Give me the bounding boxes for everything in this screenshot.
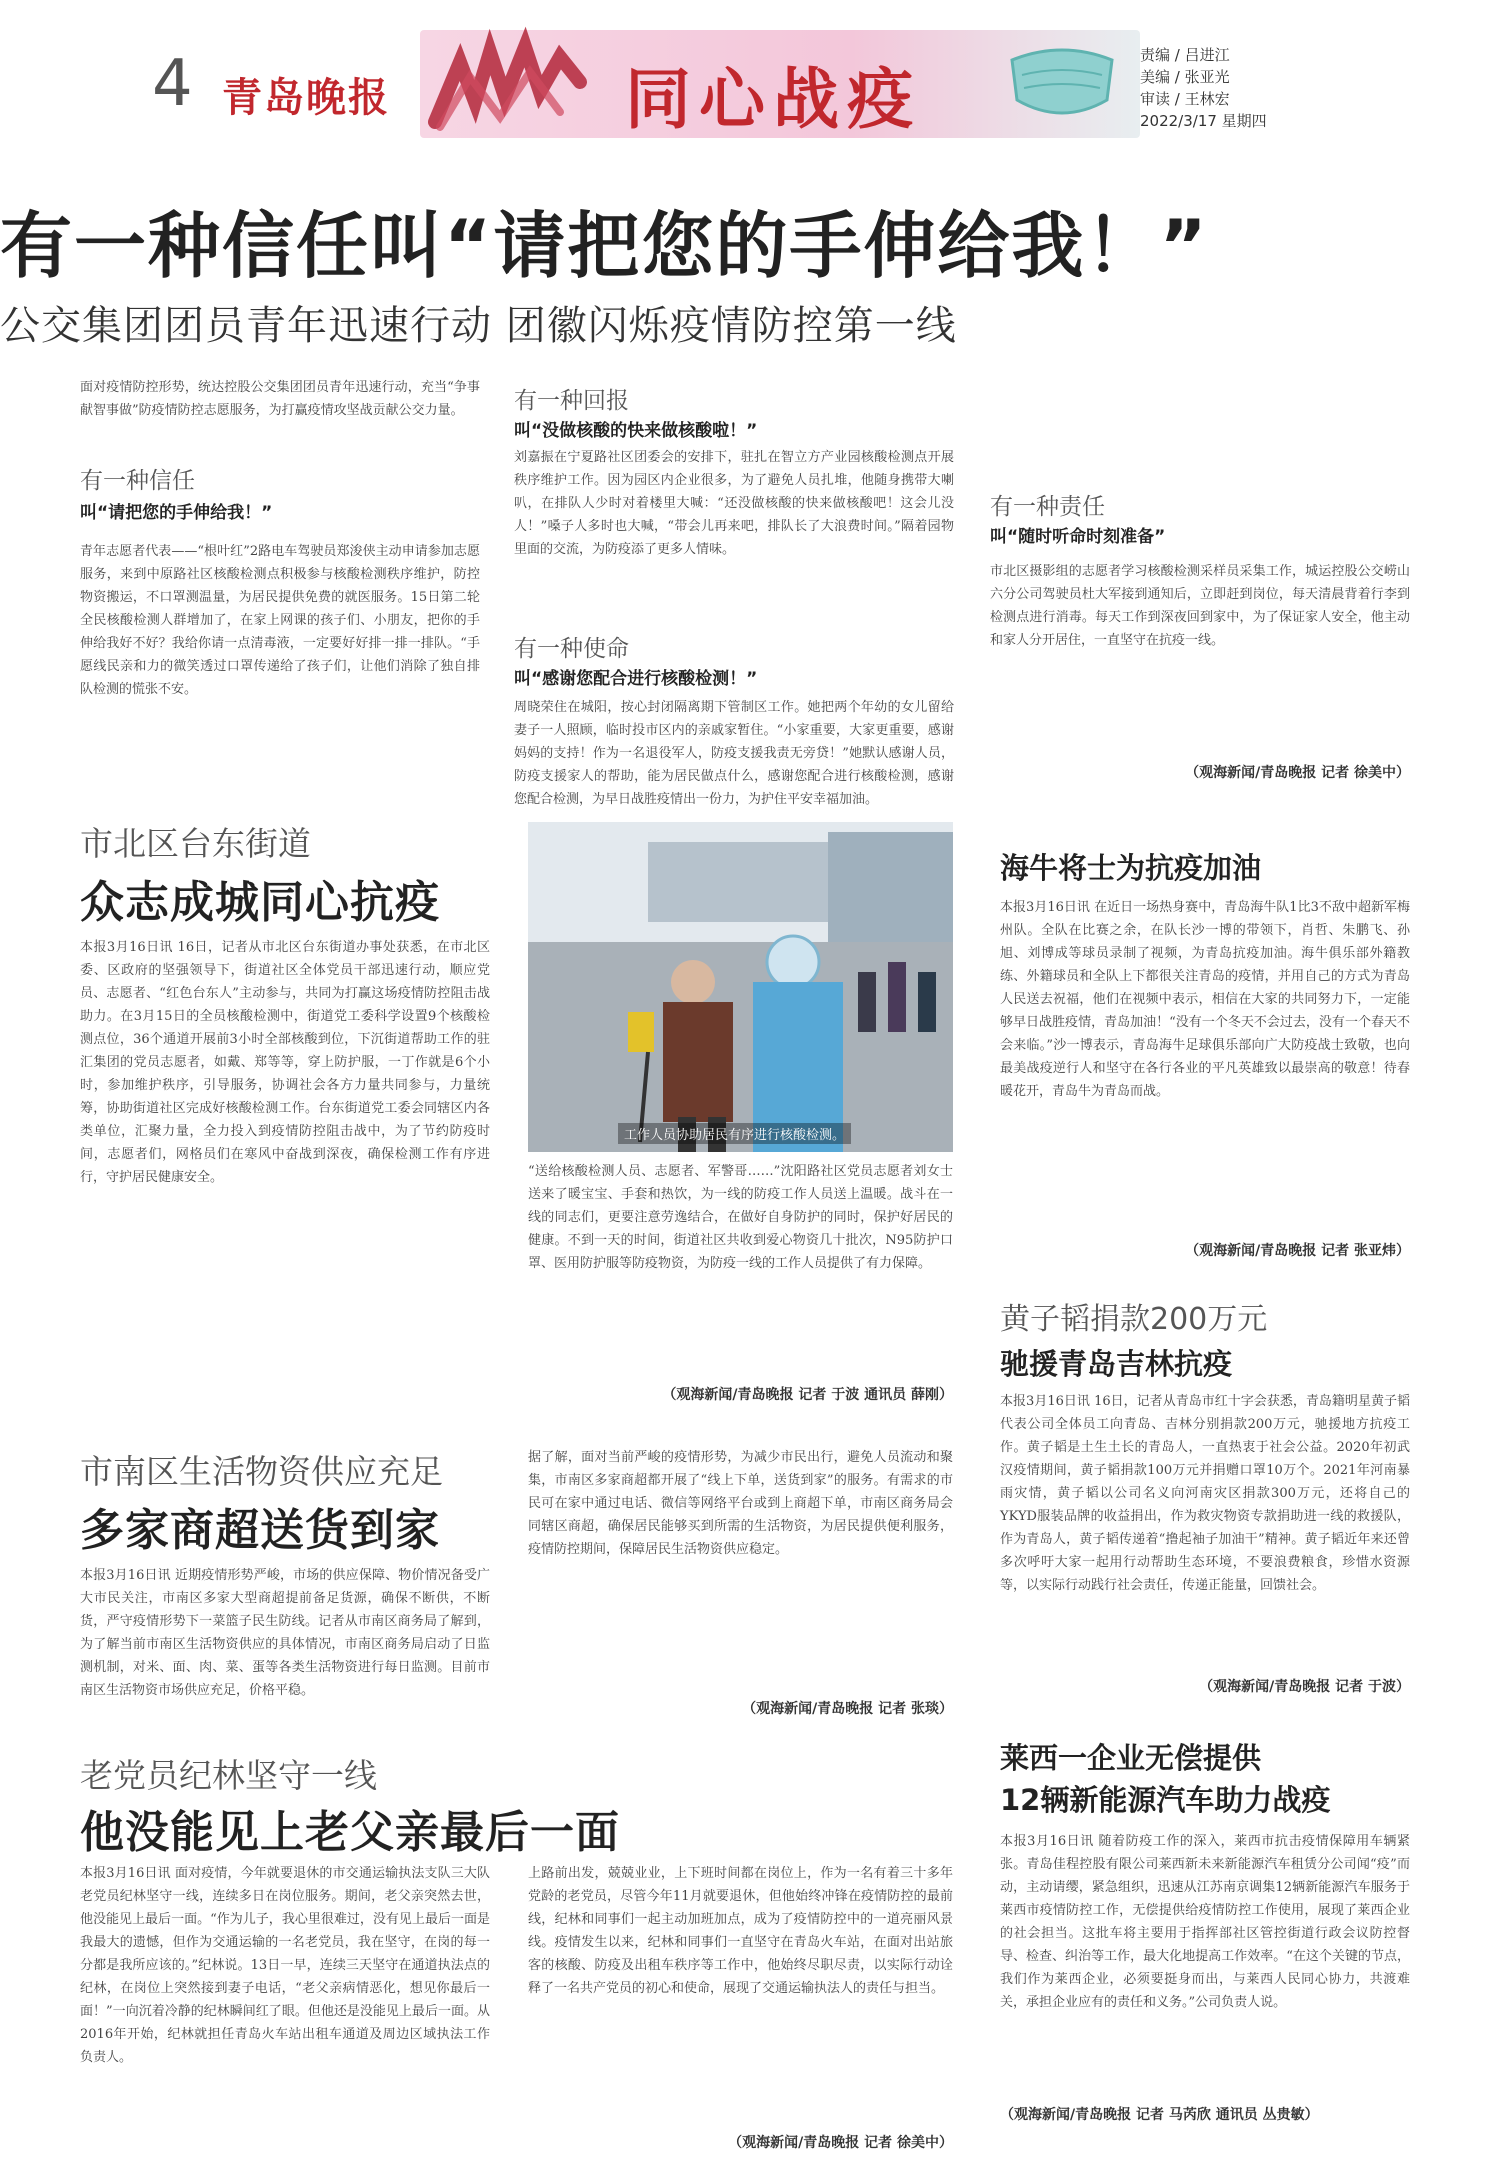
newspaper-name: 青岛晚报 bbox=[222, 74, 390, 121]
lead-s4-body: 市北区摄影组的志愿者学习核酸检测采样员采集工作，城运控股公交崂山六分公司驾驶员杜大军接到通知后，立即赶到岗位，每天清晨背着行李到检测点进行消毒。每天工作到深夜回到家中，为了保证家人安全，他主动和家人分开居住，一直坚守在抗疫一线。 bbox=[990, 564, 1410, 648]
taidong-title: 众志成城同心抗疫 bbox=[80, 877, 440, 928]
lead-s1-kicker: 有一种信任 bbox=[80, 468, 195, 494]
shinan-body-2: 据了解，面对当前严峻的疫情形势，为减少市民出行，避免人员流动和聚集，市南区多家商超都开展了“线上下单，送货到家”的服务。有需求的市民可在家中通过电话、微信等网络平台或到上商超下单，市南区商务局会同辖区商超，确保居民能够买到所需的生活物资，为居民提供便利服务，疫情防控期间，保障居民生活物资供应稳定。 bbox=[528, 1450, 953, 1557]
face-mask-icon bbox=[1002, 40, 1122, 126]
lead-s1-body: 青年志愿者代表——“根叶红”2路电车驾驶员郑浚侠主动申请参加志愿服务，来到中原路社区核酸检测点积极参与核酸检测秩序维护，防控物资搬运，不口罩测温量，为居民提供免费的就医服务。15日第二轮全民核酸检测人群增加了，在家上网课的孩子们、小朋友，把你的手伸给我好不好？我给你请一点清毒液，一定要好好排一排一排队。“手愿线民亲和力的微笑透过口罩传递给了孩子们，让他们消除了独自排队检测的慌张不安。 bbox=[80, 544, 480, 697]
banner-title: 同心战疫 bbox=[625, 60, 921, 138]
shinan-title: 多家商超送货到家 bbox=[80, 1505, 440, 1556]
shinan-kicker: 市南区生活物资供应充足 bbox=[80, 1452, 443, 1491]
jilin-body-1: 本报3月16日讯 面对疫情，今年就要退休的市交通运输执法支队三大队老党员纪林坚守一线，连续多日在岗位服务。期间，老父亲突然去世，他没能见上最后一面。“作为儿子，我心里很难过，没有见上最后一面是我最大的遗憾，但作为交通运输的一名老党员，我在坚守，在岗的每一分都是我所应该的。”纪林说。13日一早，连续三天坚守在通道执法点的纪林，在岗位上突然接到妻子电话，“老父亲病情恶化，想见你最后一面！”一向沉着冷静的纪林瞬间红了眼。但他还是没能见上最后一面。从2016年开始，纪林就担任青岛火车站出租车通道及周边区域执法工作负责人。 bbox=[80, 1866, 490, 2065]
laixi-byline: （观海新闻/青岛晚报 记者 马芮欣 通讯员 丛贵敏） bbox=[1000, 2107, 1319, 2123]
jilin-kicker: 老党员纪林坚守一线 bbox=[80, 1756, 377, 1795]
lead-intro: 面对疫情防控形势，统达控股公交集团团员青年迅速行动，充当“争事献智事做”防疫情防控志愿服务，为打赢疫情攻坚战贡献公交力量。 bbox=[80, 380, 480, 418]
huangzitao-byline: （观海新闻/青岛晚报 记者 于波） bbox=[1199, 1679, 1410, 1695]
laixi-title-line2: 12辆新能源汽车助力战疫 bbox=[1000, 1783, 1331, 1817]
brush-stroke-icon bbox=[430, 42, 600, 132]
hainiu-body: 本报3月16日讯 在近日一场热身赛中，青岛海牛队1比3不敌中超新军梅州队。全队在比赛之余，在队长沙一博的带领下，肖哲、朱鹏飞、孙旭、刘博成等球员录制了视频，为青岛抗疫加油。海牛俱乐部外籍教练、外籍球员和全队上下都很关注青岛的疫情，并用自己的方式为青岛人民送去祝福，他们在视频中表示，相信在大家的共同努力下，一定能够早日战胜疫情，青岛加油！“没有一个冬天不会过去，没有一个春天不会来临。”沙一博表示，青岛海牛足球俱乐部向广大防疫战士致敬，也向最美战疫逆行人和坚守在各行各业的平凡英雄致以最崇高的敬意！待春暖花开，青岛牛为青岛而战。 bbox=[1000, 900, 1410, 1099]
editor-credits bbox=[1140, 44, 1267, 132]
jilin-title: 他没能见上老父亲最后一面 bbox=[80, 1807, 620, 1858]
hainiu-title: 海牛将士为抗疫加油 bbox=[1000, 851, 1262, 885]
section-banner bbox=[420, 30, 1140, 138]
credit-reviewer: 审读 / 王林宏 bbox=[1140, 90, 1230, 108]
lead-s3-body: 周晓荣住在城阳，按心封闭隔离期下管制区工作。她把两个年幼的女儿留给妻子一人照顾，临时投市区内的亲戚家暂住。“小家重要，大家更重要，感谢妈妈的支持！作为一名退役军人，防疫支援我责无旁贷！”她默认感谢人员，防疫支援家人的帮助，能为居民做点什么，感谢您配合进行核酸检测，感谢您配合检测，为早日战胜疫情出一份力，为护住平安幸福加油。 bbox=[514, 700, 954, 807]
lead-s3-subtitle: 叫“感谢您配合进行核酸检测！” bbox=[514, 669, 758, 689]
jilin-body-2: 上路前出发，兢兢业业，上下班时间都在岗位上，作为一名有着三十多年党龄的老党员，尽管今年11月就要退休，但他始终冲锋在疫情防控的最前线，纪林和同事们一起主动加班加点，成为了疫情防控中的一道亮丽风景线。疫情发生以来，纪林和同事们一直坚守在青岛火车站，在面对出站旅客的核酸、防疫及出租车秩序等工作中，他始终尽职尽责，以实际行动诠释了一名共产党员的初心和使命，展现了交通运输执法人的责任与担当。 bbox=[528, 1866, 953, 1996]
laixi-body: 本报3月16日讯 随着防疫工作的深入，莱西市抗击疫情保障用车辆紧张。青岛佳程控股有限公司莱西新未来新能源汽车租赁分公司闻“疫”而动，主动请缨，紧急组织，迅速从江苏南京调集12辆新能源汽车服务于莱西市疫情防控工作，无偿提供给疫情防控工作使用，展现了莱西企业的社会担当。这批车将主要用于指挥部社区管控街道行政会议防控督导、检查、纠治等工作，最大化地提高工作效率。“在这个关键的节点，我们作为莱西企业，必须要挺身而出，与莱西人民同心协力，共渡难关，承担企业应有的责任和义务。”公司负责人说。 bbox=[1000, 1834, 1410, 2010]
hainiu-byline: （观海新闻/青岛晚报 记者 张亚炜） bbox=[1185, 1243, 1410, 1259]
lead-headline: 有一种信任叫“请把您的手伸给我！” bbox=[0, 204, 1209, 288]
shinan-byline: （观海新闻/青岛晚报 记者 张琰） bbox=[742, 1701, 953, 1717]
issue-date: 2022/3/17 星期四 bbox=[1140, 112, 1267, 130]
credit-designer: 美编 / 张亚光 bbox=[1140, 68, 1230, 86]
nucleic-test-photo-image bbox=[528, 822, 953, 1152]
shinan-body-1: 本报3月16日讯 近期疫情形势严峻，市场的供应保障、物价情况备受广大市民关注，市南区多家大型商超提前备足货源，确保不断供，不断货，严守疫情形势下一菜篮子民生防线。记者从市南区商务局了解到，为了解当前市南区生活物资供应的具体情况，市南区商务局启动了日监测机制，对米、面、肉、菜、蛋等各类生活物资进行每日监测。目前市南区生活物资市场供应充足，价格平稳。 bbox=[80, 1568, 490, 1698]
lead-s1-subtitle: 叫“请把您的手伸给我！” bbox=[80, 503, 273, 523]
lead-subhead: 公交集团团员青年迅速行动 团徽闪烁疫情防控第一线 bbox=[0, 303, 957, 349]
taidong-kicker: 市北区台东街道 bbox=[80, 824, 311, 863]
huangzitao-body: 本报3月16日讯 16日，记者从青岛市红十字会获悉，青岛籍明星黄子韬代表公司全体员工向青岛、吉林分别捐款200万元，驰援地方抗疫工作。黄子韬是土生土长的青岛人，一直热衷于社会公益。2020年初武汉疫情期间，黄子韬捐款100万元并捐赠口罩10万个。2021年河南暴雨灾情，黄子韬以公司名义向河南灾区捐款300万元，还将自己的YKYD服装品牌的收益捐出，作为救灾物资专款捐助进一线的救援队，作为青岛人，黄子韬传递着“撸起袖子加油干”精神。黄子韬近年来还曾多次呼吁大家一起用行动帮助生态环境，不要浪费粮食，珍惜水资源等，以实际行动践行社会责任，传递正能量，回馈社会。 bbox=[1000, 1394, 1410, 1593]
photo-caption: 工作人员协助居民有序进行核酸检测。 bbox=[618, 1123, 851, 1144]
lead-s2-subtitle: 叫“没做核酸的快来做核酸啦！” bbox=[514, 421, 758, 441]
jilin-byline: （观海新闻/青岛晚报 记者 徐美中） bbox=[728, 2135, 953, 2151]
lead-s3-kicker: 有一种使命 bbox=[514, 636, 629, 662]
lead-s4-kicker: 有一种责任 bbox=[990, 494, 1105, 520]
lead-s2-body: 刘嘉振在宁夏路社区团委会的安排下，驻扎在智立方产业园核酸检测点开展秩序维护工作。因为园区内企业很多，为了避免人员扎堆，他随身携带大喇叭，在排队人少时对着楼里大喊：“还没做核酸的快来做核酸吧！这会儿没人！”嗓子人多时也大喊，“带会儿再来吧，排队长了大浪费时间。”隔着园物里面的交流，为防疫添了更多人情味。 bbox=[514, 450, 954, 557]
huangzitao-title: 驰援青岛吉林抗疫 bbox=[1000, 1347, 1233, 1381]
lead-byline: （观海新闻/青岛晚报 记者 徐美中） bbox=[1185, 765, 1410, 781]
laixi-title-line1: 莱西一企业无偿提供 bbox=[1000, 1741, 1262, 1775]
lead-s4-subtitle: 叫“随时听命时刻准备” bbox=[990, 527, 1166, 547]
taidong-photo bbox=[528, 822, 953, 1152]
taidong-body-2: “送给核酸检测人员、志愿者、军警哥……”沈阳路社区党员志愿者刘女士送来了暖宝宝、手套和热饮，为一线的防疫工作人员送上温暖。战斗在一线的同志们，更要注意劳逸结合，在做好自身防护的同时，保护好居民的健康。不到一天的时间，街道社区共收到爱心物资几十批次，N95防护口罩、医用防护服等防疫物资，为防疫一线的工作人员提供了有力保障。 bbox=[528, 1164, 953, 1271]
huangzitao-kicker: 黄子韬捐款200万元 bbox=[1000, 1302, 1268, 1337]
taidong-body-1: 本报3月16日讯 16日，记者从市北区台东街道办事处获悉，在市北区委、区政府的坚强领导下，街道社区全体党员干部迅速行动，顺应党员、志愿者、“红色台东人”主动参与，共同为打赢这场疫情防控阻击战助力。在3月15日的全员核酸检测中，街道党工委科学设置9个核酸检测点位，36个通道开展前3小时全部核酸到位，下沉街道帮助工作的驻汇集团的党员志愿者，如戴、郑等等，穿上防护服，一丁作就是6个小时，参加维护秩序，引导服务，协调社会各方力量共同参与，力量统筹，协助街道社区完成好核酸检测工作。台东街道党工委会同辖区内各类单位，汇聚力量，全力投入到疫情防控阻击战中，为了节约防疫时间，志愿者们，网格员们在寒风中奋战到深夜，确保检测工作有序进行，守护居民健康安全。 bbox=[80, 940, 490, 1185]
lead-s2-kicker: 有一种回报 bbox=[514, 388, 629, 414]
credit-editor: 责编 / 吕进江 bbox=[1140, 46, 1230, 64]
taidong-byline: （观海新闻/青岛晚报 记者 于波 通讯员 薛刚） bbox=[662, 1387, 953, 1403]
page-number: 4 bbox=[152, 47, 193, 121]
